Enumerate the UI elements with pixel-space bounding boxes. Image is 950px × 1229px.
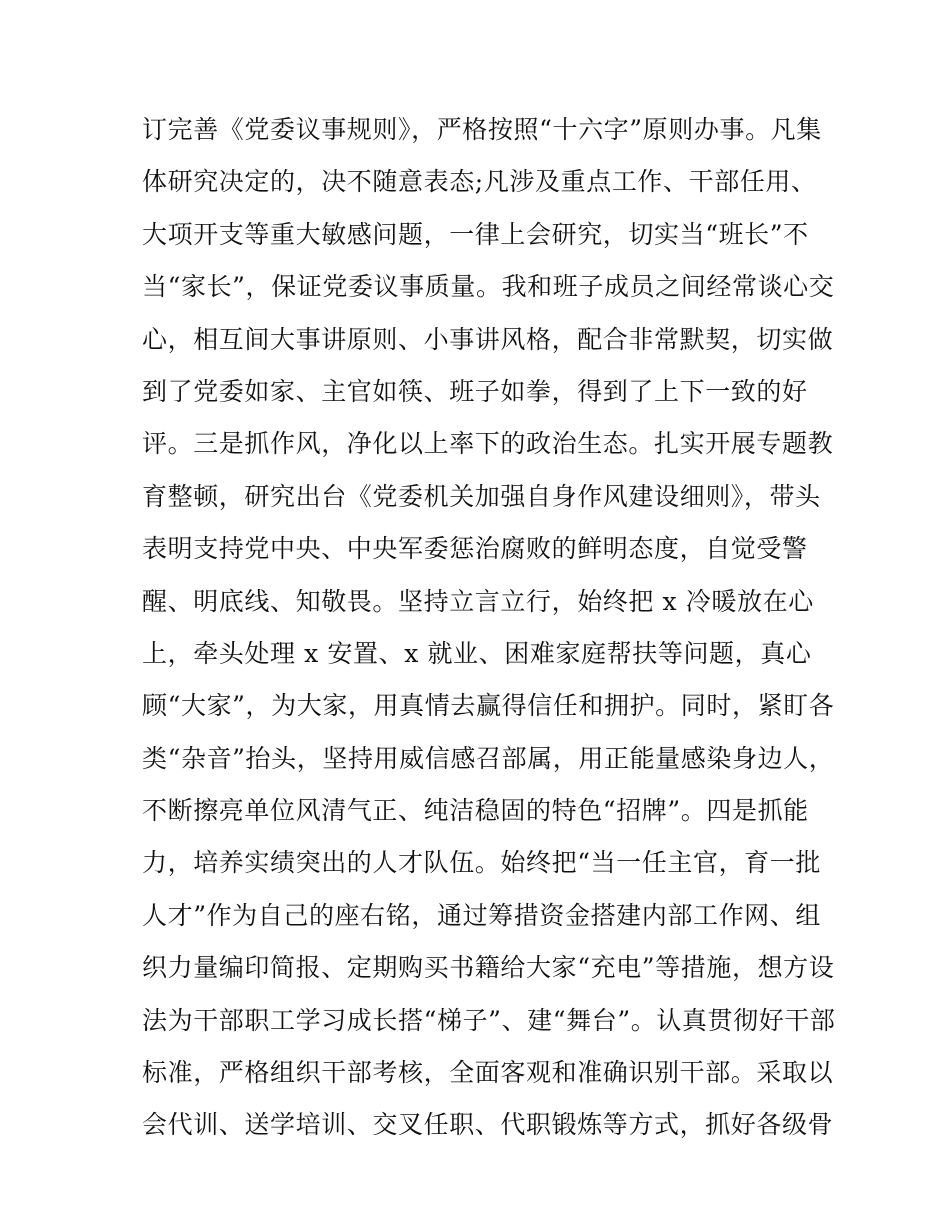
text-line: 会代训、送学培训、交叉任职、代职锻炼等方式，抓好各级骨 xyxy=(142,1110,834,1140)
text-line: 大项开支等重大敏感问题，一律上会研究，切实当“班长”不 xyxy=(142,219,809,249)
text-line: 心，相互间大事讲原则、小事讲风格，配合非常默契，切实做 xyxy=(142,324,834,354)
text-line: 表明支持党中央、中央军委惩治腐败的鲜明态度，自觉受警 xyxy=(142,534,808,564)
text-line: 类“杂音”抬头，坚持用威信感召部属，用正能量感染身边人， xyxy=(142,743,835,773)
body-paragraph xyxy=(142,104,836,1152)
text-line: 法为干部职工学习成长搭“梯子”、建“舞台”。认真贯彻好干部 xyxy=(142,1005,836,1035)
text-line: 织力量编印简报、定期购买书籍给大家“充电”等措施，想方设 xyxy=(142,953,835,983)
text-line: 体研究决定的，决不随意表态;凡涉及重点工作、干部任用、 xyxy=(142,167,817,197)
text-line: 人才”作为自己的座右铭，通过筹措资金搭建内部工作网、组 xyxy=(142,900,821,930)
text-line: 当“家长”，保证党委议事质量。我和班子成员之间经常谈心交 xyxy=(142,272,835,302)
text-line: 标准，严格组织干部考核，全面客观和准确识别干部。采取以 xyxy=(142,1058,834,1088)
text-line: 育整顿，研究出台《党委机关加强自身作风建设细则》，带头 xyxy=(142,481,821,511)
text-line: 订完善《党委议事规则》，严格按照“十六字”原则办事。凡集 xyxy=(142,115,822,144)
text-line: 不断擦亮单位风清气正、纯洁稳固的特色“招牌”。四是抓能 xyxy=(142,796,809,826)
text-line: 醒、明底线、知敬畏。坚持立言立行，始终把 x 冷暖放在心 xyxy=(142,586,814,616)
text-line: 力，培养实绩突出的人才队伍。始终把“当一任主官，育一批 xyxy=(142,848,821,878)
text-line: 到了党委如家、主官如筷、班子如拳，得到了上下一致的好 xyxy=(142,376,808,406)
text-line: 顾“大家”，为大家，用真情去赢得信任和拥护。同时，紧盯各 xyxy=(142,691,835,721)
text-line: 评。三是抓作风，净化以上率下的政治生态。扎实开展专题教 xyxy=(142,429,834,459)
text-line: 上，牵头处理 x 安置、x 就业、困难家庭帮扶等问题，真心 xyxy=(142,638,812,668)
